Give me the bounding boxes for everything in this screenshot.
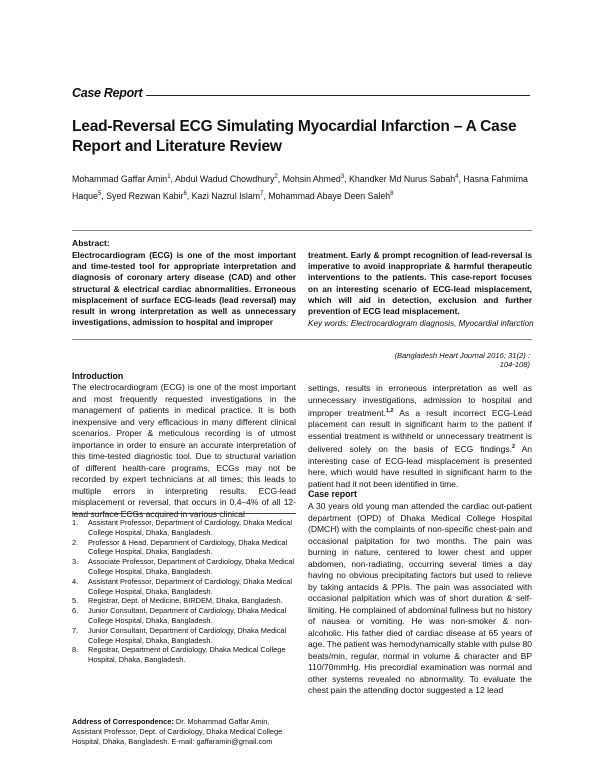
author-name: Hasna Fahmima Haque <box>72 173 528 201</box>
author-affiliation-mark: 5 <box>97 190 102 197</box>
footnote-number: 6. <box>72 606 79 616</box>
footnote-text: Professor & Head. Department of Cardiology, Dhaka Medical College Hospital, Dhaka, Bangladesh. <box>88 537 288 557</box>
footnote-number: 2. <box>72 537 79 547</box>
author-separator: , <box>277 173 283 184</box>
reference-1-2: 1,2 <box>385 408 394 414</box>
footnote-number: 1. <box>72 518 79 527</box>
footnote-item <box>72 626 298 646</box>
footnote-number: 3. <box>72 557 79 567</box>
footnote-item <box>72 557 298 577</box>
abstract-bottom-rule <box>72 339 532 340</box>
footnote-text: Junior Consultant, Department of Cardiology, Dhaka Medical College Hospital, Dhaka, Bangladesh. <box>88 625 287 645</box>
introduction-heading: Introduction <box>72 371 124 381</box>
footnote-text: Registrar, Dept. of Medicine, BIRDEM, Dhaka, Bangladesh. <box>88 596 283 606</box>
footnote-item <box>72 577 298 597</box>
footnote-item <box>72 518 298 538</box>
author-affiliation-mark: 8 <box>390 190 394 197</box>
intro-cont-part3: An interesting case of ECG-lead misplacement is presented here, which would have resulted in significant harm to the patient had it not been identified in time. <box>308 444 532 489</box>
footnote-number: 4. <box>72 576 79 586</box>
footnote-item <box>72 538 298 558</box>
author-affiliation-mark: 4 <box>455 174 459 180</box>
footnote-number: 8. <box>72 645 79 655</box>
footnote-number: 5. <box>72 596 79 606</box>
case-report-heading: Case report <box>308 489 357 499</box>
author-list <box>72 170 542 204</box>
affiliation-footnotes <box>72 518 298 665</box>
footnote-text: Assistant Professor, Department of Cardiology, Dhaka Medical College Hospital, Dhaka, Bangladesh. <box>88 576 293 596</box>
author-separator: , <box>263 190 269 201</box>
author-name: Mohammad Gaffar Amin <box>72 173 168 184</box>
correspondence-text: Dr. Mohammad Gaffar Amin, Assistant Professor, Dept. of Cardiology, Dhaka Medical College Hospital, Dhaka, Bangladesh. E-mail: gaffaramin@gmail.com <box>72 717 283 746</box>
abstract-text-right: treatment. Early & prompt recognition of lead-reversal is imperative to avoid inappropriate & harmful therapeutic interventions to the patients. This case-report focuses on an interesting scenario of ECG-lead misplacement, which will aid in detection, exclusion and further prevention of ECG lead misplacement. <box>308 250 532 317</box>
author-affiliation-mark: 7 <box>260 190 264 197</box>
author-name: Mohammad Abaye Deen Saleh <box>268 190 391 201</box>
abstract-label: Abstract: <box>72 238 110 248</box>
footnote-item <box>72 606 298 626</box>
abstract-text-left: Electrocardiogram (ECG) is one of the most important and time-tested tool for appropriate interpretation and diagnosis of coronary artery disease (CAD) and other structural & electrical cardiac abnormalities. Erroneous misplacement of surface ECG-leads (lead reversal) may result in wrong interpretation as well as unnecessary investigations, admission to hospital and improper <box>72 250 296 328</box>
reference-2: 2 <box>511 444 515 451</box>
author-separator: , <box>344 173 350 184</box>
author-affiliation-mark: 3 <box>340 174 345 180</box>
footnote-text: Junior Consultant, Department of Cardiology, Dhaka Medical College Hospital, Dhaka, Bangladesh. <box>88 606 287 625</box>
footnote-text: Associate Professor, Department of Cardiology, Dhaka Medical College Hospital, Dhaka, Bangladesh. <box>88 557 295 576</box>
author-separator: , <box>458 173 464 184</box>
abstract-top-rule <box>72 230 532 231</box>
case-report-text: A 30 years old young man attended the cardiac out-patient department (OPD) of Dhaka Medical College Hospital (DMCH) with the complaints of non-specific chest-pain and occasional palpitation for two months. The pain was burning in nature, centered to lower chest and upper abdomen, non-radiating, occurring several times a day having no obvious precipitating factors but used to relieve by taking antacids & PPIs. The pain was associated with occasional palpitation which was of short duration & self-limiting. He complained of abdominal fullness but no history of nausea or vomiting. He was non-smoker & non-alcoholic. His father died of cardiac disease at 65 years of age. The patient was hemodynamically stable with pulse 80 beats/min, regular, normal in volume & character and BP 110/70mmHg. His precordial examination was normal and other systems revealed no abnormality. To evaluate the chest pain the attending doctor suggested a 12 lead <box>308 501 532 695</box>
footnote-item <box>72 596 298 606</box>
author-affiliation-mark: 1 <box>167 174 171 180</box>
author-separator: , <box>186 190 192 201</box>
section-label: Case Report <box>72 86 143 100</box>
introduction-continued <box>308 383 532 490</box>
author-name: Abdul Wadud Chowdhury <box>174 173 275 184</box>
author-separator: , <box>170 173 175 184</box>
correspondence-label: Address of Correspondence: <box>72 717 174 726</box>
footnote-rule <box>72 513 296 514</box>
author-name: Mohsin Ahmed <box>282 173 341 184</box>
author-separator: , <box>101 190 107 201</box>
footnote-text: Assistant Professor, Department of Cardiology, Dhaka Medical College Hospital, Dhaka, Bangladesh. <box>88 518 293 537</box>
author-affiliation-mark: 2 <box>274 174 278 180</box>
footnote-number: 7. <box>72 625 79 635</box>
author-affiliation-mark: 6 <box>183 190 187 197</box>
correspondence-address <box>72 717 298 746</box>
intro-cont-part2: As a result incorrect ECG-Lead placement can result in significant harm to the patient if essential treatment is withheld or unnecessary treatment is delivered solely on the basis of ECG findings. <box>308 407 532 455</box>
author-name: Kazi Nazrul Islam <box>191 190 261 201</box>
article-title: Lead-Reversal ECG Simulating Myocardial Infarction – A Case Report and Literature Review <box>72 118 517 155</box>
footnote-item <box>72 645 298 665</box>
keywords: Key words: Electrocardiogram diagnosis, Myocardial infarction <box>308 319 534 328</box>
header-rule <box>146 95 530 96</box>
footnote-text: Registrar, Department of Cardiology, Dhaka Medical College Hospital, Dhaka, Bangladesh. <box>88 645 286 665</box>
author-name: Syed Rezwan Kabir <box>106 190 184 201</box>
journal-citation: (Bangladesh Heart Journal 2016; 31(2) : 104-108) <box>394 351 530 369</box>
author-name: Khandker Md Nurus Sabah <box>349 173 456 184</box>
intro-cont-part1: settings, results in erroneous interpretation as well as unnecessary investigations, admission to hospital and improper treatment. <box>308 383 532 418</box>
introduction-text: The electrocardiogram (ECG) is one of the most important and most frequently requested investigations in the management of patients in medical practice. It is both inexpensive and very efficacious in many different clinical scenarios. Proper & meticulous recording is of utmost importance in order to ensure an accurate interpretation of this time-tested diagnostic tool. Due to structural variation of different health-care programs, ECGs may not be recorded by expert technicians at all times; this leads to multiple errors in interpreting results. ECG-lead misplacement or reversal, that occurs in 0.4–4% of all 12-lead surface ECGs acquired in various clinical <box>72 382 296 519</box>
